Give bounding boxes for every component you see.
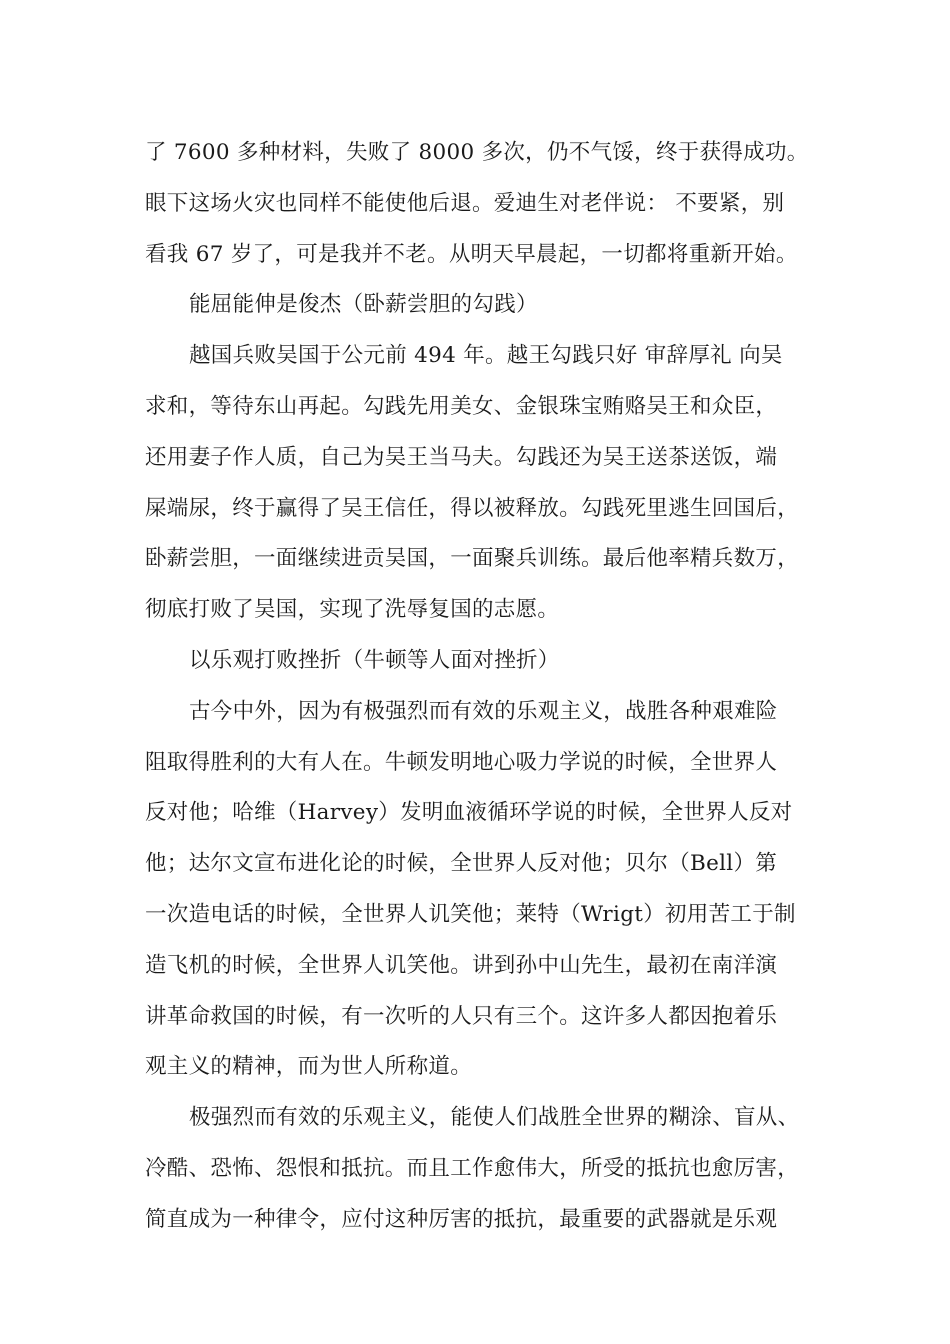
- text-line: 冷酷、恐怖、怨恨和抵抗。而且工作愈伟大，所受的抵抗也愈厉害，: [145, 1155, 800, 1181]
- text-line: 屎端尿，终于赢得了吴王信任，得以被释放。勾践死里逃生回国后，: [145, 495, 800, 521]
- text-line: 越国兵败吴国于公元前 494 年。越王勾践只好 审辞厚礼 向吴: [189, 343, 783, 369]
- text-line: 他；达尔文宣布进化论的时候，全世界人反对他；贝尔（Bell）第: [145, 851, 778, 877]
- text-line: 讲革命救国的时候，有一次听的人只有三个。这许多人都因抱着乐: [145, 1003, 778, 1029]
- section-heading-optimism: [145, 636, 825, 687]
- text-line: 极强烈而有效的乐观主义，能使人们战胜全世界的糊涂、盲从、: [189, 1105, 800, 1131]
- text-line: 彻底打败了吴国，实现了洗辱复国的志愿。: [145, 597, 560, 623]
- paragraph-optimism: [145, 1093, 825, 1245]
- text-line: 还用妻子作人质，自己为吴王当马夫。勾践还为吴王送茶送饭，端: [145, 444, 778, 470]
- text-line: 阻取得胜利的大有人在。牛顿发明地心吸力学说的时候，全世界人: [145, 749, 778, 775]
- text-line: 简直成为一种律令，应付这种厉害的抵抗，最重要的武器就是乐观: [145, 1206, 778, 1232]
- section-heading: 以乐观打败挫折（牛顿等人面对挫折）: [189, 647, 560, 673]
- text-line: 反对他；哈维（Harvey）发明血液循环学说的时候，全世界人反对: [145, 800, 793, 826]
- section-heading: 能屈能伸是俊杰（卧薪尝胆的勾践）: [189, 292, 538, 318]
- paragraph-goujian: [145, 331, 825, 636]
- paragraph-newton: [145, 687, 825, 1093]
- text-line: 了 7600 多种材料，失败了 8000 多次，仍不气馁，终于获得成功。: [145, 140, 809, 165]
- text-line: 古今中外，因为有极强烈而有效的乐观主义，战胜各种艰难险: [189, 698, 778, 724]
- text-line: 看我 67 岁了，可是我并不老。从明天早晨起，一切都将重新开始。: [145, 241, 798, 267]
- document-body: [145, 128, 825, 1246]
- text-line: 求和，等待东山再起。勾践先用美女、金银珠宝贿赂吴王和众臣，: [145, 393, 778, 419]
- text-line: 造飞机的时候，全世界人讥笑他。讲到孙中山先生，最初在南洋演: [145, 952, 778, 978]
- paragraph-edison-continuation: [145, 128, 825, 280]
- text-line: 一次造电话的时候，全世界人讥笑他；莱特（Wrigt）初用苦工于制: [145, 901, 796, 927]
- text-line: 眼下这场火灾也同样不能使他后退。爱迪生对老伴说： 不要紧，别: [145, 190, 785, 216]
- section-heading-goujian: [145, 280, 825, 331]
- text-line: 卧薪尝胆，一面继续进贡吴国，一面聚兵训练。最后他率精兵数万，: [145, 546, 800, 572]
- text-line: 观主义的精神，而为世人所称道。: [145, 1054, 473, 1080]
